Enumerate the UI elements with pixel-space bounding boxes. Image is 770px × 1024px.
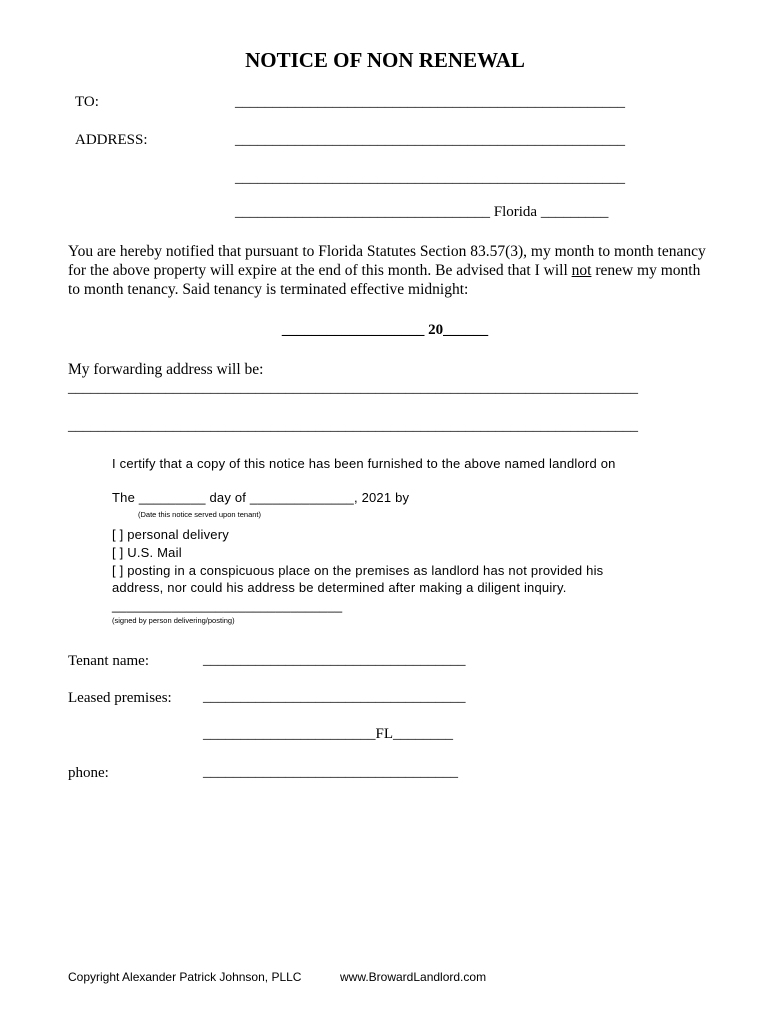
certification-statement: I certify that a copy of this notice has been furnished to the above named landlord on <box>112 456 616 471</box>
forwarding-address-label: My forwarding address will be: <box>68 361 264 378</box>
option-posting-continued: address, nor could his address be determined after making a diligent inquiry. <box>112 580 567 595</box>
option-posting[interactable]: [ ] posting in a conspicuous place on the premises as landlord has not provided his <box>112 563 604 578</box>
footer-copyright: Copyright Alexander Patrick Johnson, PLLC <box>68 970 302 984</box>
footer-website[interactable]: www.BrowardLandlord.com <box>340 970 487 984</box>
notice-emphasis: not <box>571 262 592 279</box>
signature-field[interactable]: _______________________________ <box>112 598 343 613</box>
forwarding-address-line-1[interactable]: ____________________________________________________________________________ <box>68 380 638 396</box>
leased-premises-field-1[interactable]: ___________________________________ <box>203 689 466 705</box>
signature-caption: (signed by person delivering/posting) <box>112 616 235 625</box>
phone-field[interactable]: __________________________________ <box>203 764 458 780</box>
service-date-field[interactable]: The _________ day of ______________, 2021 by <box>112 490 410 505</box>
notice-text-before: You are hereby notified that pursuant to Florida Statutes Section 83.57(3), my month to month tenancy for the above property will expire at the end of this month. Be advised that I will <box>68 243 706 279</box>
leased-premises-field-2[interactable]: _______________________FL________ <box>203 726 454 742</box>
tenant-name-field[interactable]: ___________________________________ <box>203 652 466 668</box>
tenant-name-label: Tenant name: <box>68 653 149 669</box>
notice-paragraph <box>68 242 708 299</box>
address-label: ADDRESS: <box>75 132 148 148</box>
page-title: NOTICE OF NON RENEWAL <box>245 48 525 72</box>
option-personal-delivery[interactable]: [ ] personal delivery <box>112 527 229 542</box>
forwarding-address-line-2[interactable]: ____________________________________________________________________________ <box>68 418 638 434</box>
address-field-line-3[interactable]: __________________________________ Florida _________ <box>235 204 609 220</box>
address-field-line-2[interactable]: ____________________________________________________ <box>235 170 625 186</box>
leased-premises-label: Leased premises: <box>68 690 172 706</box>
to-field[interactable]: ____________________________________________________ <box>235 94 625 110</box>
phone-label: phone: <box>68 765 109 781</box>
to-label: TO: <box>75 94 99 110</box>
effective-date-field[interactable]: ___________________ 20______ <box>281 322 489 338</box>
option-us-mail[interactable]: [ ] U.S. Mail <box>112 545 182 560</box>
service-date-caption: (Date this notice served upon tenant) <box>138 510 261 519</box>
address-field-line-1[interactable]: ____________________________________________________ <box>235 132 625 148</box>
notice-text-after: renew my month to month tenancy. Said tenancy is terminated effective midnight: <box>68 262 701 298</box>
